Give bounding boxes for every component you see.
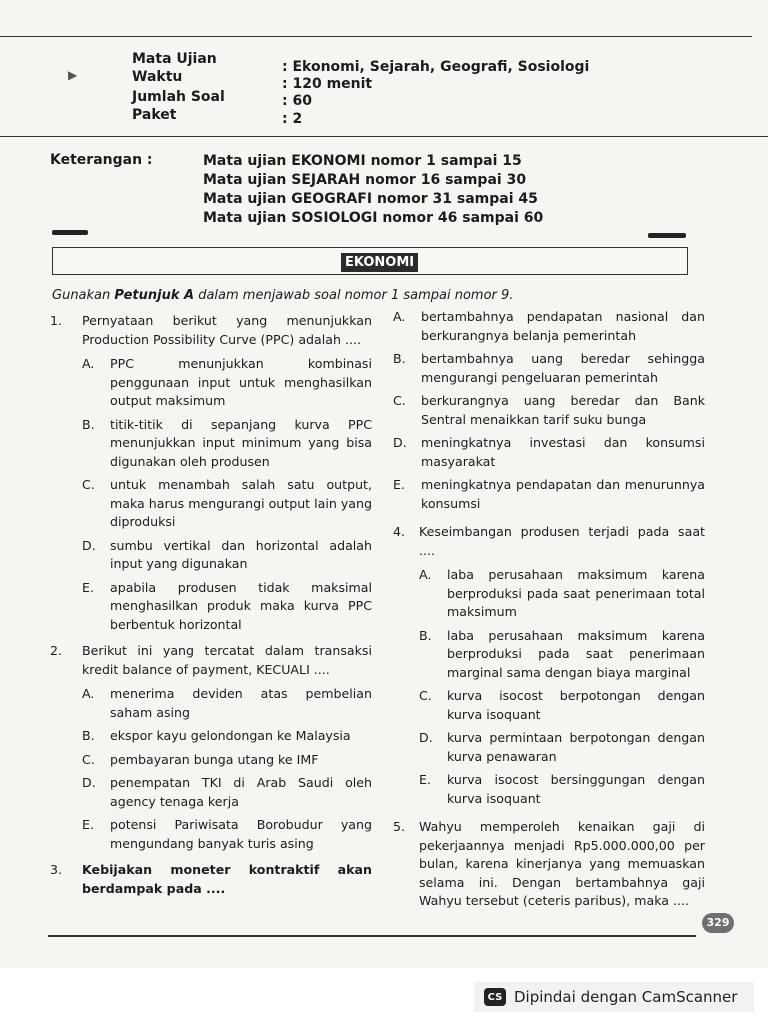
option-b[interactable]: B. titik-titik di sepanjang kurva PPC menunjukkan input minimum yang bisa digunakan oleh produsen <box>82 416 372 469</box>
option-c[interactable]: C. untuk menambah salah satu output, maka harus mengurangi output lain yang diproduksi <box>82 477 372 529</box>
arrow-marker-icon: ▶ <box>68 68 78 82</box>
option-d[interactable]: D. kurva permintaan berpotongan dengan kurva penawaran <box>419 730 705 764</box>
question-number: 2. <box>50 643 63 658</box>
option-e[interactable]: E. kurva isocost bersinggungan dengan kurva isoquant <box>419 772 705 806</box>
camscanner-logo-icon: CS <box>484 988 506 1006</box>
header-label-waktu: Waktu <box>132 69 183 85</box>
question-1 <box>50 312 372 349</box>
option-a[interactable]: A. bertambahnya pendapatan nasional dan berkurangnya belanja pemerintah <box>393 309 705 343</box>
question-number: 4. <box>393 524 406 539</box>
page-number-badge: 329 <box>702 913 734 933</box>
question-number: 3. <box>50 862 63 877</box>
question-text: Keseimbangan produsen terjadi pada saat .... <box>419 524 705 558</box>
option-d[interactable]: D. penempatan TKI di Arab Saudi oleh agency tenaga kerja <box>82 775 372 809</box>
option-a[interactable]: A. menerima deviden atas pembelian saham asing <box>82 686 372 720</box>
option-c[interactable]: C. kurva isocost berpotongan dengan kurva isoquant <box>419 688 705 722</box>
keterangan-line: Mata ujian SOSIOLOGI nomor 46 sampai 60 <box>203 210 544 226</box>
option-e[interactable]: E. potensi Pariwisata Borobudur yang mengundang banyak turis asing <box>82 817 372 851</box>
option-b[interactable]: B. ekspor kayu gelondongan ke Malaysia <box>82 728 351 743</box>
header-value-paket: : 2 <box>282 111 303 127</box>
option-c[interactable]: C. berkurangnya uang beredar dan Bank Sentral menaikkan tarif suku bunga <box>393 393 705 427</box>
question-text: Pernyataan berikut yang menunjukkan Production Possibility Curve (PPC) adalah .... <box>82 313 372 347</box>
keterangan-label: Keterangan : <box>50 152 153 168</box>
option-e[interactable]: E. apabila produsen tidak maksimal menghasilkan produk maka kurva PPC berbentuk horizontal <box>82 579 372 632</box>
question-number: 1. <box>50 313 63 328</box>
keterangan-line: Mata ujian GEOGRAFI nomor 31 sampai 45 <box>203 191 538 207</box>
header-value-waktu: : 120 menit <box>282 76 373 92</box>
question-text: Wahyu memperoleh kenaikan gaji di pekerjaannya menjadi Rp5.000.000,00 per bulan, karena kinerjanya yang memuaskan selama ini. Dengan bertambahnya gaji Wahyu tersebut (ceteris paribus), maka .... <box>419 819 705 908</box>
option-d[interactable]: D. sumbu vertikal dan horizontal adalah input yang digunakan <box>82 537 372 571</box>
section-bar-left <box>52 230 88 235</box>
option-e[interactable]: E. meningkatnya pendapatan dan menurunnya konsumsi <box>393 477 705 511</box>
option-d[interactable]: D. meningkatnya investasi dan konsumsi masyarakat <box>393 435 705 469</box>
keterangan-line: Mata ujian EKONOMI nomor 1 sampai 15 <box>203 153 522 169</box>
header-value-jumlah-soal: : 60 <box>282 93 312 109</box>
right-column <box>393 308 705 917</box>
question-text: Kebijakan moneter kontraktif akan berdampak pada .... <box>82 862 372 896</box>
header-divider <box>0 136 768 137</box>
left-column <box>50 312 372 904</box>
option-b[interactable]: B. bertambahnya uang beredar sehingga mengurangi pengeluaran pemerintah <box>393 351 705 385</box>
header-label-jumlah-soal: Jumlah Soal <box>132 89 225 105</box>
question-3 <box>50 861 372 898</box>
question-text: Berikut ini yang tercatat dalam transaksi kredit balance of payment, KECUALI .... <box>82 643 372 677</box>
question-5 <box>393 818 705 911</box>
section-bar-right <box>648 233 686 238</box>
option-a[interactable]: A. PPC menunjukkan kombinasi penggunaan input untuk menghasilkan output maksimum <box>82 356 372 408</box>
header-value-mata-ujian: : Ekonomi, Sejarah, Geografi, Sosiologi <box>282 59 590 75</box>
footer-rule <box>48 935 696 937</box>
camscanner-text: Dipindai dengan CamScanner <box>514 988 738 1006</box>
question-2 <box>50 642 372 679</box>
instruction-text: Gunakan Petunjuk A dalam menjawab soal nomor 1 sampai nomor 9. <box>52 288 514 303</box>
option-c[interactable]: C. pembayaran bunga utang ke IMF <box>82 751 319 767</box>
option-b[interactable]: B. laba perusahaan maksimum karena berproduksi pada saat penerimaan marginal sama dengan biaya marginal <box>419 627 705 680</box>
header-label-paket: Paket <box>132 107 177 123</box>
keterangan-line: Mata ujian SEJARAH nomor 16 sampai 30 <box>203 172 527 188</box>
question-4 <box>393 523 705 560</box>
question-number: 5. <box>393 819 406 834</box>
header-label-mata-ujian: Mata Ujian <box>132 51 217 67</box>
top-rule <box>0 36 752 37</box>
section-title: EKONOMI <box>341 253 418 272</box>
camscanner-watermark <box>474 982 754 1012</box>
option-a[interactable]: A. laba perusahaan maksimum karena berproduksi pada saat penerimaan total maksimum <box>419 567 705 619</box>
